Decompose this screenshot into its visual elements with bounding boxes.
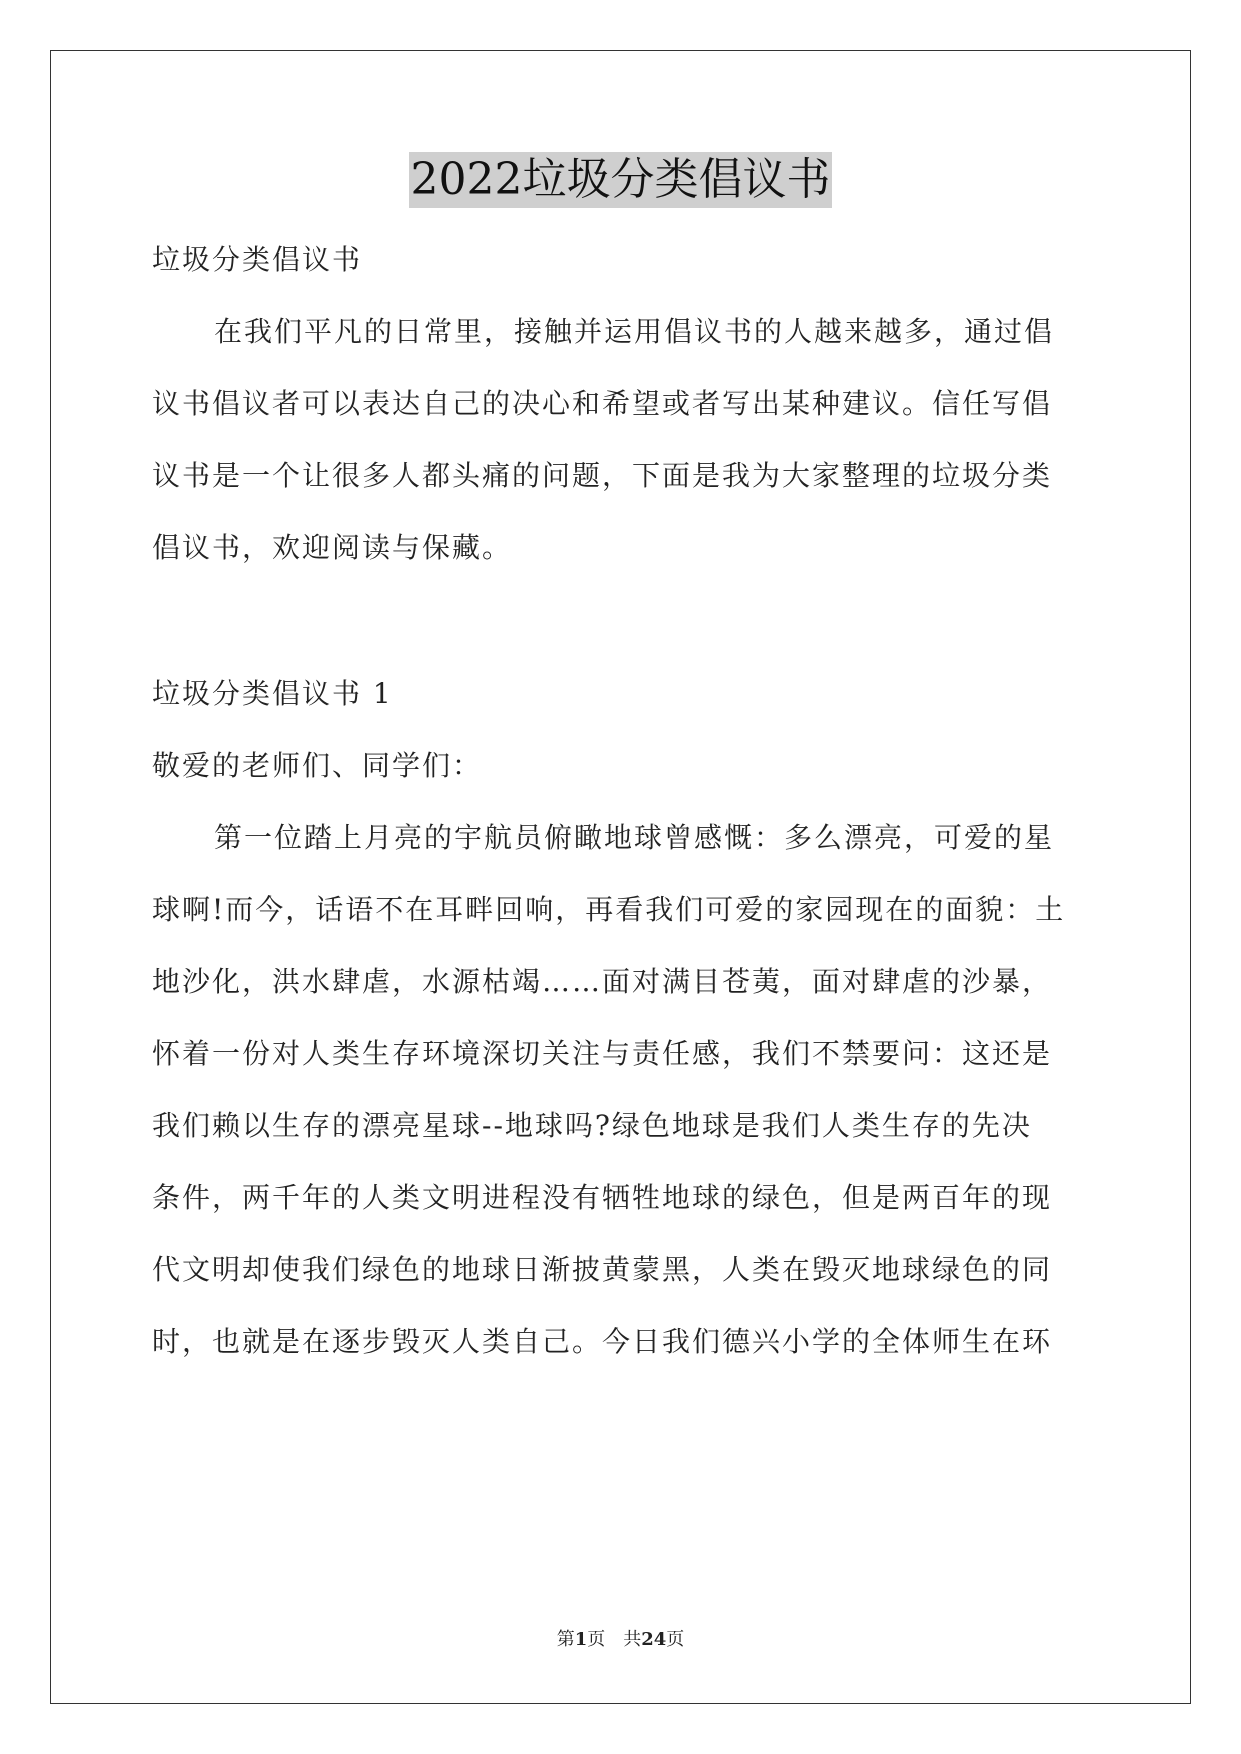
body-line: 时，也就是在逐步毁灭人类自己。今日我们德兴小学的全体师生在环 (152, 1325, 1053, 1358)
document-subtitle: 垃圾分类倡议书 (152, 243, 363, 276)
intro-line: 议书是一个让很多人都头痛的问题，下面是我为大家整理的垃圾分类 (152, 459, 1053, 492)
page-number: 1 (574, 1629, 588, 1650)
body-line: 第一位踏上月亮的宇航员俯瞰地球曾感慨：多么漂亮，可爱的星 (214, 821, 1055, 854)
body-line: 地沙化，洪水肆虐，水源枯竭……面对满目苍荑，面对肆虐的沙暴， (152, 965, 1053, 998)
intro-line: 在我们平凡的日常里，接触并运用倡议书的人越来越多，通过倡 (214, 315, 1055, 348)
intro-line: 倡议书，欢迎阅读与保藏。 (152, 531, 513, 564)
document-title: 2022垃圾分类倡议书 (409, 152, 833, 208)
body-line: 怀着一份对人类生存环境深切关注与责任感，我们不禁要问：这还是 (152, 1037, 1053, 1070)
page-border (50, 50, 1191, 1704)
section-heading: 垃圾分类倡议书 1 (152, 677, 393, 710)
body-line: 代文明却使我们绿色的地球日渐披黄蒙黑，人类在毁灭地球绿色的同 (152, 1253, 1053, 1286)
page-mid: 页 共 (587, 1629, 642, 1650)
page-prefix: 第 (556, 1629, 575, 1650)
page-total: 24 (641, 1629, 667, 1650)
body-line: 条件，两千年的人类文明进程没有牺牲地球的绿色，但是两百年的现 (152, 1181, 1053, 1214)
page-suffix: 页 (666, 1629, 685, 1650)
page-footer (0, 1628, 1241, 1652)
title-container (0, 152, 1241, 208)
body-line: 我们赖以生存的漂亮星球--地球吗?绿色地球是我们人类生存的先决 (152, 1109, 1032, 1142)
salutation: 敬爱的老师们、同学们： (152, 749, 483, 782)
body-line: 球啊!而今，话语不在耳畔回响，再看我们可爱的家园现在的面貌：土 (152, 893, 1066, 926)
intro-line: 议书倡议者可以表达自己的决心和希望或者写出某种建议。信任写倡 (152, 387, 1053, 420)
